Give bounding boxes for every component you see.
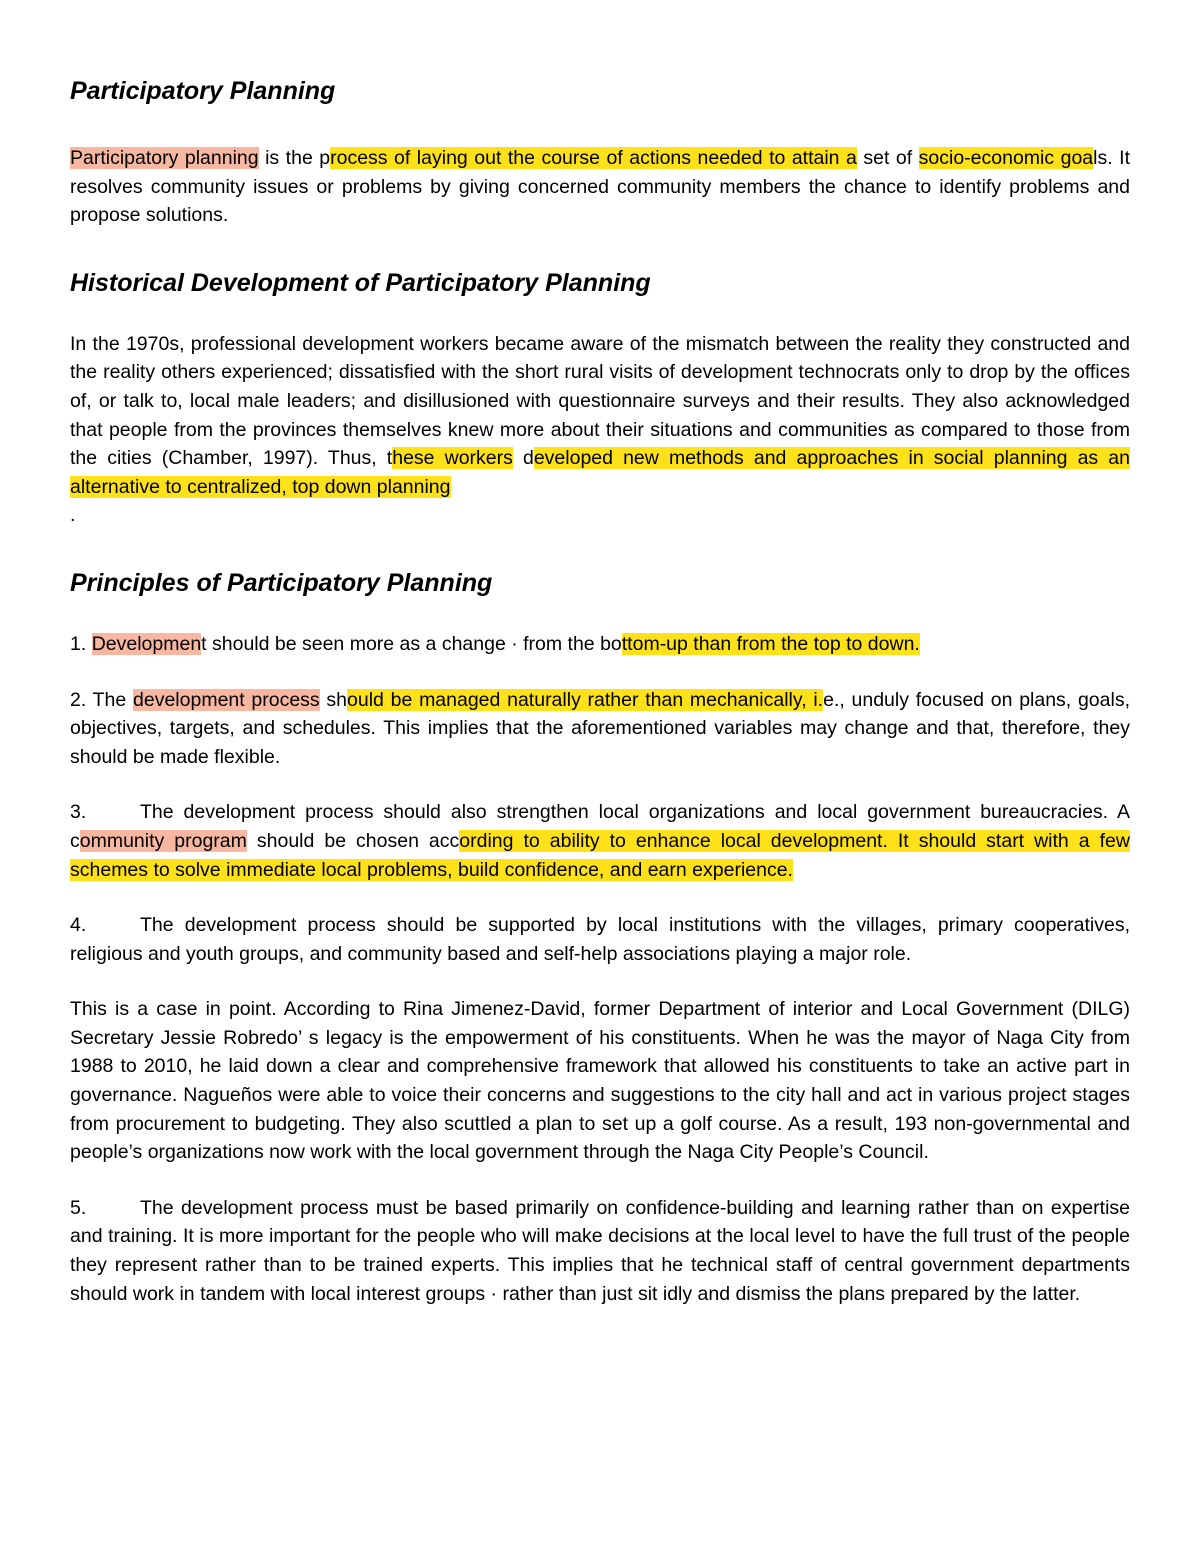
paragraph-history: In the 1970s, professional development workers became aware of the mismatch between the reality they constructed and the reality others experienced; dissatisfied with the short rural visits of development technocrats only to drop by the offices of, or talk to, local male leaders; and disillusioned with questionnaire surveys and their results. They also acknowledged that people from the provinces themselves knew more about their situations and communities as compared to those from the cities (Chamber, 1997). Thus, these workers developed new methods and approaches in social planning as an alternative to centralized, top down planning . xyxy=(70,332,1130,527)
highlight-phrase: hese workers xyxy=(392,447,513,470)
heading-historical-development: Historical Development of Participatory Planning xyxy=(70,268,651,297)
principle-item-4: 4. The development process should be supported by local institutions with the villages, primary cooperatives, religious and youth groups, and community based and self-help associations playing a major role. xyxy=(70,914,1130,965)
heading-participatory-planning: Participatory Planning xyxy=(70,77,336,105)
highlight-phrase: ording to ability to enhance local development. It should start with a few schemes to solve immediate local problems, build confidence, and earn experience. xyxy=(70,829,1130,881)
highlight-term: Developmen xyxy=(91,632,202,655)
highlight-term: Participatory planning xyxy=(70,147,259,169)
principle-item-2: 2. The development process should be managed naturally rather than mechanically, i.e., unduly focused on plans, goals, objectives, targets, and schedules. This implies that the aforementioned variables may change and that, therefore, they should be made flexible. xyxy=(70,688,1130,768)
principle-item-1: 1. Development should be seen more as a change · from the bottom-up than from the top to down. xyxy=(70,632,920,655)
highlight-phrase: socio-economic goa xyxy=(918,147,1094,169)
paragraph-definition: Participatory planning is the process of laying out the course of actions needed to attain a set of socio-economic goals. It resolves community issues or problems by giving concerned community members the chance to identify problems and propose solutions. xyxy=(70,147,1130,227)
principle-item-3: 3. The development process should also strengthen local organizations and local government bureaucracies. A community program should be chosen according to ability to enhance local development. It should start with a few schemes to solve immediate local problems, build confidence, and earn experience. xyxy=(70,801,1130,881)
principle-item-5: 5. The development process must be based primarily on confidence-building and learning rather than on expertise and training. It is more important for the people who will make decisions at the local level to have the full trust of the people they represent rather than to be trained experts. This implies that he technical staff of central government departments should work in tandem with local interest groups · rather than just sit idly and dismiss the plans prepared by the latter. xyxy=(70,1196,1130,1305)
highlight-phrase: rocess of laying out the course of actions needed to attain a xyxy=(330,147,857,169)
heading-principles: Principles of Participatory Planning xyxy=(70,568,493,597)
highlight-term: de xyxy=(133,688,155,711)
highlight-term: velopment process xyxy=(154,688,320,711)
highlight-phrase: ttom-up than from the top to down. xyxy=(621,632,920,655)
highlight-term: ommunity program xyxy=(79,829,247,852)
paragraph-case-in-point: This is a case in point. According to Rina Jimenez-David, former Department of interior and Local Government (DILG) Secretary Jessie Robredo’ s legacy is the empowerment of his constituents. When he was the mayor of Naga City from 1988 to 2010, he laid down a clear and comprehensive framework that allowed his constituents to take an active part in governance. Nagueños were able to voice their concerns and suggestions to the city hall and act in various project stages from procurement to budgeting. They also scuttled a plan to set up a golf course. As a result, 193 non-governmental and people’s organizations now work with the local government through the Naga City People’s Council. xyxy=(70,998,1130,1164)
highlight-phrase: ould be managed naturally rather than mechanically, i. xyxy=(347,688,824,711)
highlight-phrase: eveloped new methods and approaches in social planning as an alternative to centralized, top down planning xyxy=(70,447,1130,498)
